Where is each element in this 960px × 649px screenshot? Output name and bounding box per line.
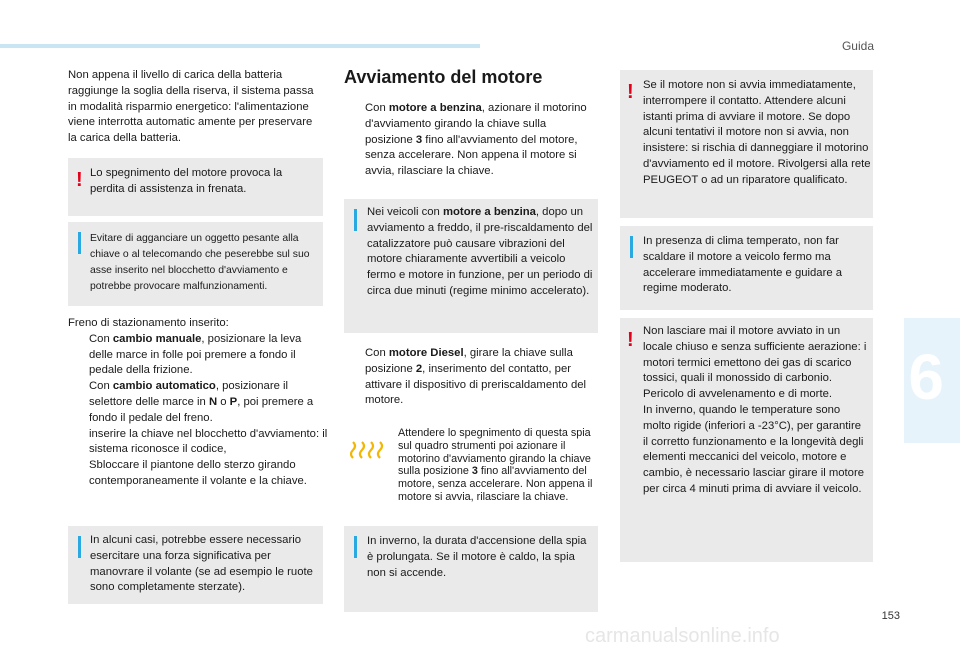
info-text: In alcuni casi, potrebbe essere necessario esercitare una forza significativa per manovrare il volante (se ad esempio le ruote sono completamente sterzate). — [90, 534, 313, 594]
info-box-temperate — [620, 226, 873, 310]
preheating-lamp-icon — [350, 440, 384, 460]
diesel-start-step: Con motore Diesel, girare la chiave sulla posizione 2, inserimento del contatto, per attivare il dispositivo di preriscaldamento del motore. — [365, 347, 587, 407]
info-text: Nei veicoli con motore a benzina, dopo un avviamento a freddo, il pre-riscaldamento del catalizzatore può causare vibrazioni del motore chiaramente avvertibili a veicolo fermo e motore in funzione, per un periodo di circa due minuti (regime minimo accelerato). — [367, 206, 593, 297]
parking-brake-steps — [68, 316, 328, 490]
page-title: Avviamento del motore — [344, 67, 543, 87]
step-insert-key: inserire la chiave nel blocchetto d'avviamento: il sistema riconosce il codice, — [89, 427, 328, 456]
page-number: 153 — [881, 610, 900, 622]
info-icon — [354, 536, 357, 558]
header-bar — [0, 44, 480, 48]
info-box-petrol — [344, 199, 598, 333]
step-automatic: Con cambio automatico, posizionare il selettore delle marce in N o P, poi premere a fondo il pedale del freno. — [89, 380, 314, 424]
info-box-winter — [344, 526, 598, 612]
watermark: carmanualsonline.info — [585, 625, 780, 647]
warning-icon: ! — [627, 81, 634, 103]
brake-title: Freno di stazionamento inserito: — [68, 317, 229, 329]
info-text: In inverno, la durata d'accensione della spia è prolungata. Se il motore è caldo, la spia non si accende. — [367, 535, 587, 579]
info-icon — [630, 236, 633, 258]
chapter-number: 6 — [908, 341, 944, 413]
warning-box-brake-assist — [68, 158, 323, 216]
intro-paragraph: Non appena il livello di carica della batteria raggiunge la soglia della riserva, il sistema passa in modalità risparmio energetico: l'alimentazione viene interrotta automatic amente per preservare la carica della batteria. — [68, 69, 314, 145]
step-unlock-steering: Sbloccare il piantone dello sterzo girando contemporaneamente il volante e la chiave. — [89, 459, 307, 487]
warning-box-no-start — [620, 70, 873, 218]
step-manual: Con cambio manuale, posizionare la leva delle marce in folle poi premere a fondo il pedale della frizione. — [89, 332, 302, 377]
info-box-steering — [68, 526, 323, 604]
section-title: Guida — [841, 39, 874, 53]
warning-text: Lo spegnimento del motore provoca la perdita di assistenza in frenata. — [90, 167, 283, 195]
warning-text: Se il motore non si avvia immediatamente, interrompere il contatto. Attendere alcuni istanti prima di avviare il motore. Se dopo alcuni tentativi il motore non si avvia, non insistere: si rischia di danneggiare il motorino d'avviamento ed il motore. Rivolgersi alla rete PEUGEOT o ad un riparatore qualificato. — [643, 79, 871, 186]
info-icon — [78, 232, 81, 254]
warning-text: Non lasciare mai il motore avviato in un locale chiuso e senza sufficiente aerazione: i motori termici emettono dei gas di scarico tossici, quali il monossido di carbonio. Pericolo di avvelenamento e di morte. In inverno, quando le temperature sono molto rigide (inferiori a -23°C), per garantire il corretto funzionamento e la longevità degli elementi meccanici del veicolo, motore e cambio, è necessario lasciar girare il motore per circa 4 minuti prima di avviare il veicolo. — [643, 325, 867, 495]
info-box-key — [68, 222, 323, 306]
info-icon — [354, 209, 357, 231]
left-intro — [68, 68, 323, 147]
info-text: Evitare di agganciare un oggetto pesante alla chiave o al telecomando che peserebbe sul suo asse inserito nel blocchetto d'avviamento e potrebbe provocare malfunzionamenti. — [90, 233, 310, 292]
warning-icon: ! — [76, 169, 83, 191]
info-text: In presenza di clima temperato, non far scaldare il motore a veicolo fermo ma accelerare immediatamente e guidare a regime moderato. — [643, 235, 843, 295]
info-icon — [78, 536, 81, 558]
warning-icon: ! — [627, 329, 634, 351]
preheating-instructions: Attendere lo spegnimento di questa spia sul quadro strumenti poi azionare il motorino d'avviamento girando la chiave sulla posizione 3 fino all'avviamento del motore, senza accelerare. Non appena il motore si avvia, rilasciare la chiave. — [398, 427, 593, 503]
petrol-start-step: Con motore a benzina, azionare il motorino d'avviamento girando la chiave sulla posizione 3 fino all'avviamento del motore, senza accelerare. Non appena il motore si avvia, rilasciare la chiave. — [365, 102, 587, 178]
warning-box-ventilation — [620, 318, 873, 562]
